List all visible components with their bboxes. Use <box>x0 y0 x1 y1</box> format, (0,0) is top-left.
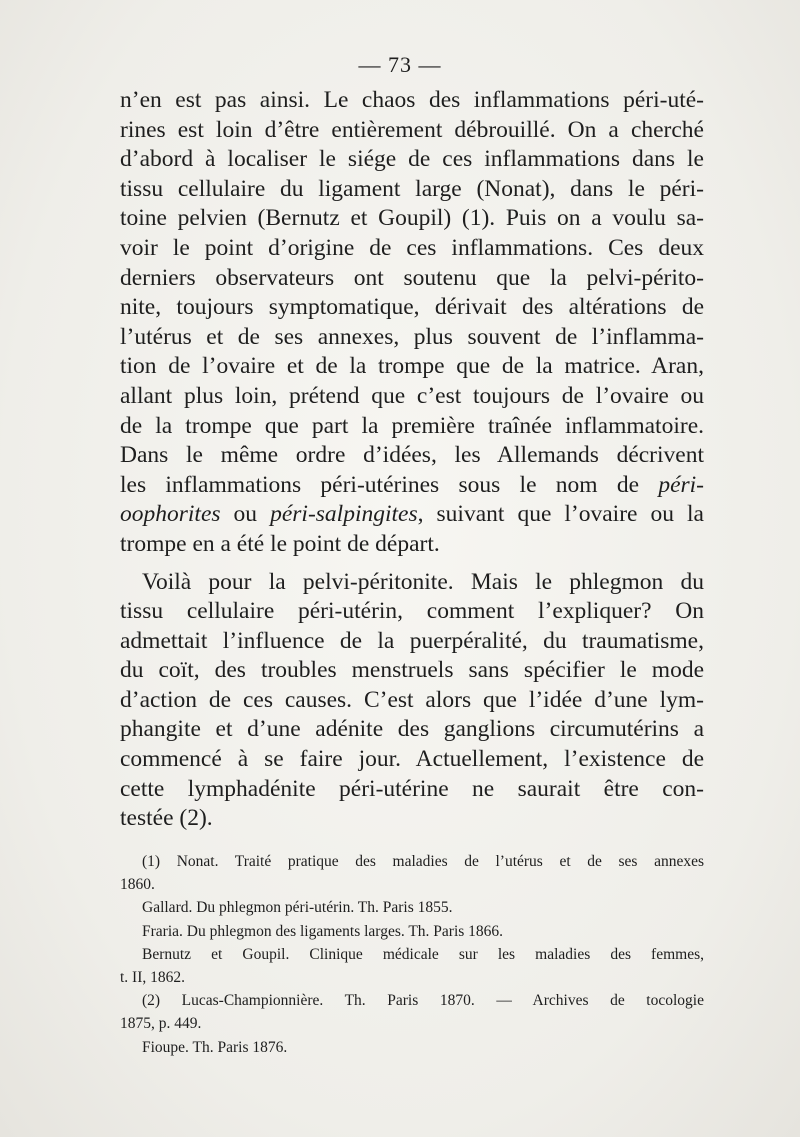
text-line: tissu cellulaire péri-utérin, comment l’expliquer? On <box>120 598 704 625</box>
text-line: admettait l’influence de la puerpéralité, du traumatisme, <box>120 627 704 654</box>
text-line: phangite et d’une adénite des ganglions circumutérins a <box>120 716 704 743</box>
footnote-line: Gallard. Du phlegmon péri-utérin. Th. Paris 1855. <box>142 899 453 917</box>
footnote-line: Bernutz et Goupil. Clinique médicale sur les maladies des femmes, <box>142 945 704 963</box>
page-number: — 73 — <box>358 52 442 77</box>
text-line: rines est loin d’être entièrement débrouillé. On a cherché <box>120 116 704 143</box>
footnote-line: (1) Nonat. Traité pratique des maladies de l’utérus et de ses annexes <box>142 853 704 870</box>
text-line: du coït, des troubles menstruels sans spécifier le mode <box>120 657 704 684</box>
text-line: tion de l’ovaire et de la trompe que de la matrice. Aran, <box>120 353 704 380</box>
text-line: testée (2). <box>120 805 213 832</box>
footnote-line: 1875, p. 449. <box>120 1015 202 1033</box>
body-text <box>120 86 704 834</box>
footnote-line: Fraria. Du phlegmon des ligaments larges. Th. Paris 1866. <box>142 922 504 940</box>
text-line: d’abord à localiser le siége de ces inflammations dans le <box>120 146 704 173</box>
text-line: de la trompe que part la première traînée inflammatoire. <box>120 412 704 439</box>
text-line: tissu cellulaire du ligament large (Nonat), dans le péri- <box>120 175 704 202</box>
text-line: Voilà pour la pelvi-péritonite. Mais le phlegmon du <box>142 568 704 595</box>
footnotes <box>120 850 704 1059</box>
italic-term: péri- <box>658 471 705 498</box>
text-fragment: ou <box>220 501 271 528</box>
italic-term: péri-salpingites <box>270 501 418 528</box>
text-line: l’utérus et de ses annexes, plus souvent de l’inflamma- <box>120 323 704 350</box>
text-line: Dans le même ordre d’idées, les Allemands décrivent <box>120 442 704 469</box>
text-fragment: , suivant que l’ovaire ou la <box>417 501 704 528</box>
text-line: allant plus loin, prétend que c’est toujours de l’ovaire ou <box>120 382 704 409</box>
footnote-line: Fioupe. Th. Paris 1876. <box>142 1038 288 1056</box>
text-line <box>120 471 704 501</box>
text-line: d’action de ces causes. C’est alors que l’idée d’une lym- <box>120 686 704 713</box>
italic-term: oophorites <box>120 501 221 528</box>
text-line: n’en est pas ainsi. Le chaos des inflammations péri-uté- <box>120 87 704 113</box>
text-line: derniers observateurs ont soutenu que la pelvi-périto- <box>120 264 704 291</box>
text-line: nite, toujours symptomatique, dérivait des altérations de <box>120 294 704 321</box>
text-line: voir le point d’origine de ces inflammations. Ces deux <box>120 234 704 261</box>
text-line: trompe en a été le point de départ. <box>120 530 440 557</box>
footnote-line: 1860. <box>120 876 155 894</box>
footnote-line: t. II, 1862. <box>120 969 186 987</box>
text-line: toine pelvien (Bernutz et Goupil) (1). Puis on a voulu sa- <box>120 205 704 232</box>
text-fragment: les inflammations péri-utérines sous le nom de <box>120 471 640 498</box>
footnote-line: (2) Lucas-Championnière. Th. Paris 1870. — Archives de tocologie <box>142 992 704 1010</box>
text-line: cette lymphadénite péri-utérine ne saurait être con- <box>120 775 704 802</box>
text-line: commencé à se faire jour. Actuellement, l’existence de <box>120 746 704 773</box>
text-line <box>120 500 704 530</box>
